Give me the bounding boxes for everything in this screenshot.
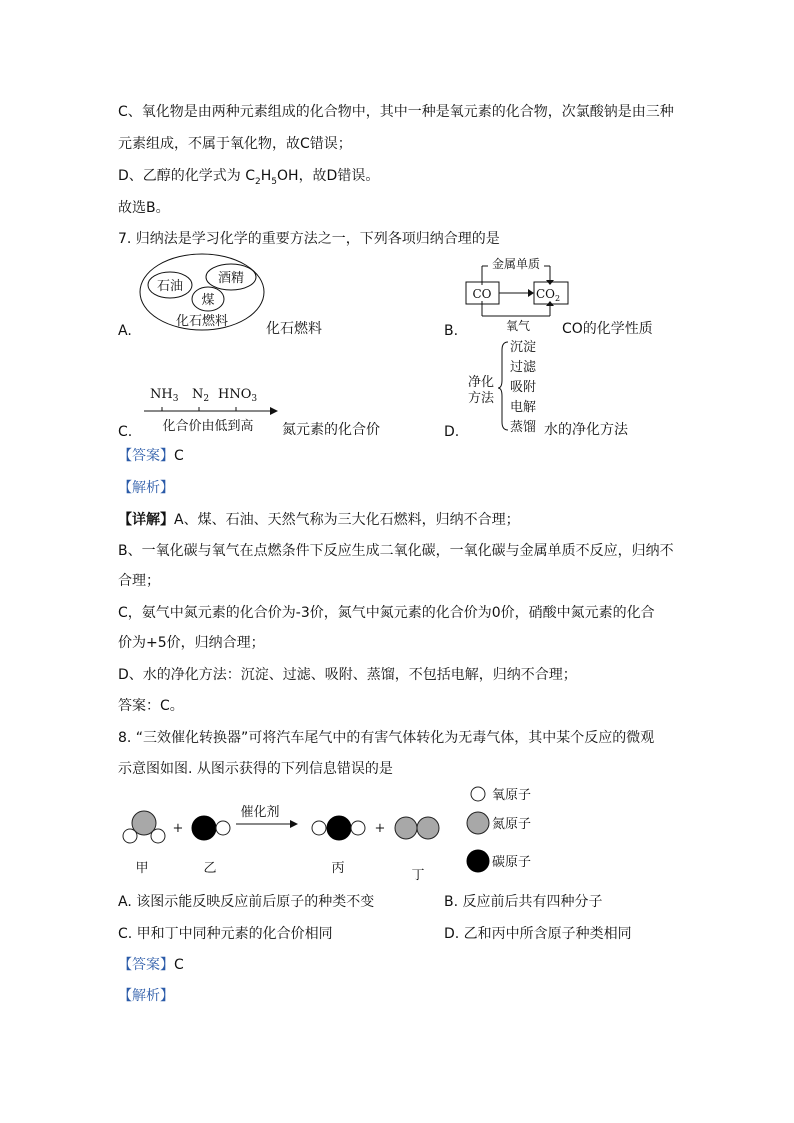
- jia-oxygen-atom-2: [151, 829, 165, 843]
- q7-a-item3: 煤: [201, 293, 215, 308]
- q7-d-item-3: 吸附: [510, 380, 537, 395]
- bing-carbon-atom: [327, 816, 351, 840]
- q7-detail-c2: 价为+5价，归纳合理；: [118, 635, 265, 651]
- q7-b-caption: CO的化学性质: [562, 321, 653, 337]
- q7-d-figure: [466, 336, 546, 436]
- q7-b-bottom: 氧气: [505, 319, 531, 332]
- q7-d-label-top: 净化: [468, 375, 495, 390]
- q7-c-hno3: $HNO_3$: [218, 387, 258, 404]
- q7-d-item-4: 电解: [510, 400, 537, 415]
- q7-analysis-tag: 【解析】: [118, 480, 174, 496]
- q8-analysis-tag: 【解析】: [118, 988, 174, 1004]
- q7-d-caption: 水的净化方法: [544, 422, 628, 438]
- q7-a-caption: 化石燃料: [266, 321, 322, 337]
- q7-c-n2: $N_2$: [192, 387, 210, 404]
- q7-c-figure: [140, 380, 284, 436]
- q7-answer: 【答案】C: [118, 448, 184, 464]
- legend-nitrogen-swatch: [467, 812, 489, 834]
- prev-c-line2: 元素组成，不属于氧化物，故C错误；: [118, 136, 352, 152]
- label-yi: 乙: [203, 861, 217, 876]
- ding-nitrogen-atom-1: [395, 817, 417, 839]
- q7-b-letter: B.: [444, 323, 459, 339]
- q8-option-a: A. 该图示能反映反应前后原子的种类不变: [118, 894, 375, 910]
- bing-oxygen-atom-2: [351, 821, 365, 835]
- q7-stem: 7. 归纳法是学习化学的重要方法之一，下列各项归纳合理的是: [118, 231, 500, 247]
- q7-d-letter: D.: [444, 424, 460, 440]
- bing-oxygen-atom-1: [312, 821, 326, 835]
- yi-carbon-atom: [192, 816, 216, 840]
- prev-d-line: D、乙醇的化学式为 $C_2H_5OH$，故D错误。: [118, 168, 380, 187]
- legend-carbon-label: 碳原子: [492, 855, 532, 870]
- yi-oxygen-atom: [216, 821, 230, 835]
- label-ding: 丁: [411, 868, 425, 883]
- legend-oxygen-label: 氧原子: [492, 788, 532, 803]
- legend-oxygen-swatch: [471, 787, 485, 801]
- q7-a-item2: 酒精: [217, 271, 245, 286]
- q8-reaction-diagram: [112, 780, 552, 888]
- ding-nitrogen-atom-2: [417, 817, 439, 839]
- q7-detail-b2: 合理；: [118, 573, 160, 589]
- catalyst-label: 催化剂: [240, 805, 280, 820]
- legend-carbon-swatch: [467, 850, 489, 872]
- q7-d-item-1: 沉淀: [510, 340, 537, 355]
- q7-c-letter: C.: [118, 424, 133, 440]
- jia-oxygen-atom-1: [123, 829, 137, 843]
- q7-b-figure: [462, 252, 574, 332]
- q7-a-outer: 化石燃料: [175, 314, 229, 329]
- q7-detail-d: D、水的净化方法：沉淀、过滤、吸附、蒸馏，不包括电解，归纳不合理；: [118, 667, 577, 683]
- q7-b-right: $CO_2$: [535, 287, 561, 303]
- prev-select: 故选B。: [118, 200, 170, 216]
- q7-d-label-bottom: 方法: [468, 391, 495, 406]
- q7-detail-b1: B、一氧化碳与氧气在点燃条件下反应生成二氧化碳，一氧化碳与金属单质不反应，归纳不: [118, 543, 674, 559]
- q7-final: 答案：C。: [118, 698, 184, 714]
- q8-option-d: D. 乙和丙中所含原子种类相同: [444, 926, 632, 942]
- q8-stem2: 示意图如图. 从图示获得的下列信息错误的是: [118, 761, 393, 777]
- q7-c-nh3: $NH_3$: [150, 387, 179, 404]
- q7-detail-a: 【详解】A、煤、石油、天然气称为三大化石燃料，归纳不合理；: [118, 512, 520, 528]
- q7-a-item1: 石油: [156, 279, 184, 294]
- q7-a-letter: A.: [118, 323, 132, 339]
- q7-a-figure: [138, 252, 266, 332]
- label-jia: 甲: [135, 861, 149, 876]
- q7-c-axis-label: 化合价由低到高: [162, 419, 254, 434]
- q7-detail-c1: C，氨气中氮元素的化合价为-3价，氮气中氮元素的化合价为0价，硝酸中氮元素的化合: [118, 605, 655, 621]
- q8-stem1: 8. “三效催化转换器”可将汽车尾气中的有害气体转化为无毒气体，其中某个反应的微观: [118, 730, 655, 746]
- q7-d-item-5: 蒸馏: [510, 420, 537, 435]
- plus-2: +: [374, 821, 386, 836]
- q7-b-left: CO: [472, 287, 492, 301]
- q8-option-b: B. 反应前后共有四种分子: [444, 894, 603, 910]
- plus-1: +: [172, 821, 184, 836]
- legend-nitrogen-label: 氮原子: [492, 817, 532, 832]
- q8-answer: 【答案】C: [118, 957, 184, 973]
- q7-c-caption: 氮元素的化合价: [282, 422, 380, 438]
- q7-b-top: 金属单质: [491, 257, 541, 271]
- q7-d-item-2: 过滤: [510, 360, 537, 375]
- prev-c-line1: C、氧化物是由两种元素组成的化合物中，其中一种是氧元素的化合物，次氯酸钠是由三种: [118, 104, 674, 120]
- q8-option-c: C. 甲和丁中同种元素的化合价相同: [118, 926, 333, 942]
- label-bing: 丙: [331, 861, 345, 876]
